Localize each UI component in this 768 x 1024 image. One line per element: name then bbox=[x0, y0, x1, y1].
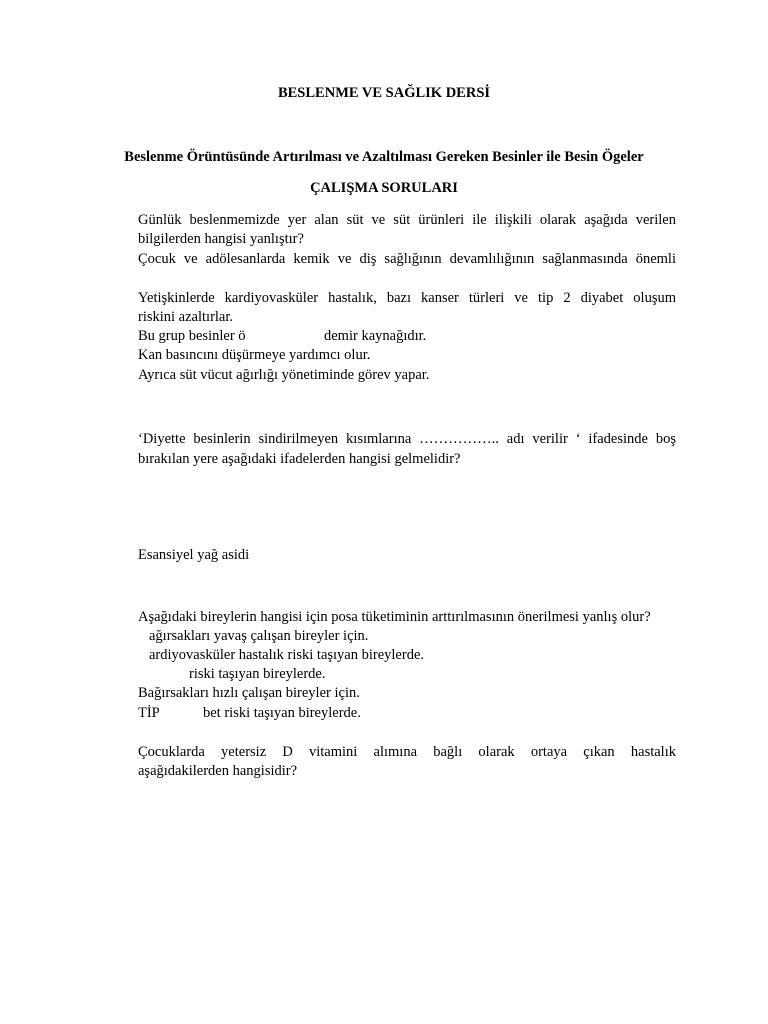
q3-option-1: ağırsakları yavaş çalışan bireyler için. bbox=[149, 628, 369, 644]
q1-option-2-line2: riskini azaltırlar. bbox=[138, 309, 234, 325]
q2-stem-line2: bırakılan yere aşağıdaki ifadelerden hangisi gelmelidir? bbox=[138, 451, 461, 467]
q3-option-5-part2: bet riski taşıyan bireylerde. bbox=[203, 705, 361, 721]
q3-stem: Aşağıdaki bireylerin hangisi için posa tüketiminin arttırılmasının önerilmesi yanlış olur? bbox=[138, 609, 651, 625]
q3-option-3: riski taşıyan bireylerde. bbox=[189, 666, 326, 682]
q1-option-4: Kan basıncını düşürmeye yardımcı olur. bbox=[138, 347, 371, 363]
q2-option: Esansiyel yağ asidi bbox=[138, 547, 250, 563]
document-subtitle: Beslenme Örüntüsünde Artırılması ve Azaltılması Gereken Besinler ile Besin Ögeler bbox=[124, 149, 644, 165]
q3-option-4: Bağırsakları hızlı çalışan bireyler için. bbox=[138, 685, 360, 701]
q1-stem-line2: bilgilerden hangisi yanlıştır? bbox=[138, 231, 304, 247]
section-heading: ÇALIŞMA SORULARI bbox=[310, 180, 458, 196]
q1-option-5: Ayrıca süt vücut ağırlığı yönetiminde görev yapar. bbox=[138, 367, 430, 383]
q1-stem-line1: Günlük beslenmemizde yer alan süt ve süt ürünleri ile ilişkili olarak aşağıda verilen bbox=[138, 212, 676, 228]
q3-option-2: ardiyovasküler hastalık riski taşıyan bireylerde. bbox=[149, 647, 425, 663]
q4-stem-line1: Çocuklarda yetersiz D vitamini alımına bağlı olarak ortaya çıkan hastalık bbox=[138, 744, 676, 760]
q3-option-5-part1: TİP bbox=[138, 705, 160, 721]
q1-option-2-line1: Yetişkinlerde kardiyovasküler hastalık, bazı kanser türleri ve tip 2 diyabet oluşum bbox=[138, 290, 676, 306]
q1-option-3-part2: demir kaynağıdır. bbox=[324, 328, 427, 344]
q1-option-3-part1: Bu grup besinler ö bbox=[138, 328, 246, 344]
q2-stem-line1: ‘Diyette besinlerin sindirilmeyen kısımlarına …………….. adı verilir ‘ ifadesinde boş bbox=[138, 431, 676, 447]
q1-option-1: Çocuk ve adölesanlarda kemik ve diş sağlığının devamlılığının sağlanmasında önemli bbox=[138, 251, 676, 267]
q4-stem-line2: aşağıdakilerden hangisidir? bbox=[138, 763, 298, 779]
document-title: BESLENME VE SAĞLIK DERSİ bbox=[277, 85, 491, 101]
